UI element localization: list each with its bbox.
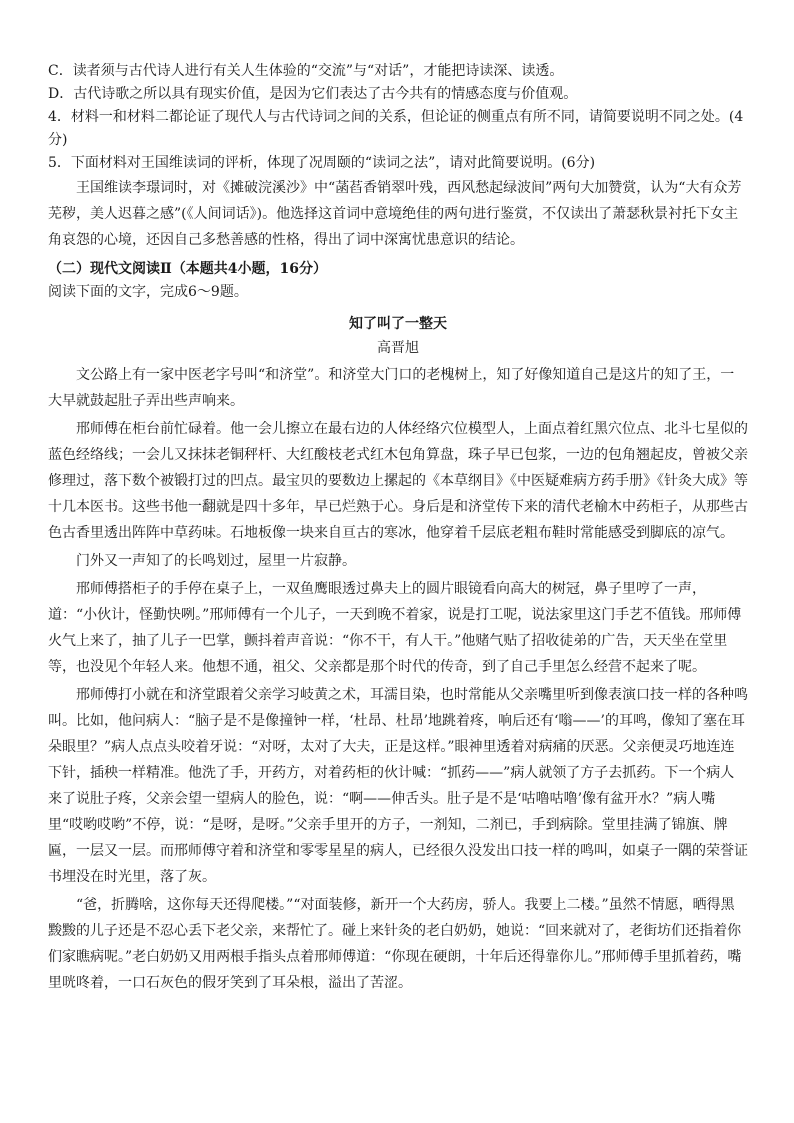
option-d: D．古代诗歌之所以具有现实价值，是因为它们表达了古今共有的情感态度与价值观。 (48, 86, 578, 102)
article-paragraph: 邢师傅打小就在和济堂跟着父亲学习岐黄之术，耳濡目染，也时常能从父亲嘴里听到像表演口技一样的各种鸣叫。比如，他问病人：“脑子是不是像撞钟一样，‘杜昂、杜昂’地跳着疼，响后还有‘嗡——’的耳鸣，像知了塞在耳朵眼里？”病人点点头咬着牙说：“对呀，太对了大夫，正是这样。”眼神里透着对病痛的厌恶。父亲便灵巧地连连下针，插秧一样精准。他洗了手，开药方，对着药柜的伙计喊：“抓药——”病人就领了方子去抓药。下一个病人来了说肚子疼，父亲会望一望病人的脸色，说：“啊——伸舌头。肚子是不是‘咕噜咕噜’像有盆开水？”病人嘴里“哎哟哎哟”不停，说：“是呀，是呀。”父亲手里开的方子，一剂知，二剂已，手到病除。堂里挂满了锦旗、牌匾，一层又一层。而邢师傅守着和济堂和零零星星的病人，已经很久没发出口技一样的鸣叫，如桌子一隅的荣誉证书埋没在时光里，落了灰。 (48, 687, 748, 885)
article-author: 高晋旭 (377, 340, 419, 356)
article-title: 知了叫了一整天 (349, 316, 447, 332)
article-paragraph: 文公路上有一家中医老字号叫“和济堂”。和济堂大门口的老槐树上，知了好像知道自己是这片的知了王，一大早就鼓起肚子弄出些声响来。 (48, 367, 735, 409)
article-paragraph: 邢师傅在柜台前忙碌着。他一会儿擦立在最右边的人体经络穴位模型人，上面点着红黑穴位点、北斗七星似的蓝色经络线；一会儿又抹抹老铜秤杆、大红酸枝老式红木包角算盘，珠子早已包浆，一边的包角翘起皮，曾被父亲修理过，落下数个被锻打过的凹点。最宝贝的要数边上摞起的《本草纲目》《中医疑难病方药手册》《针灸大成》等十几本医书。这些书他一翻就是四十多年，早已烂熟于心。身后是和济堂传下来的清代老榆木中药柜子，从那些古色古香里透出阵阵中草药味。石地板像一块来自亘古的寒冰，他穿着千层底老粗布鞋时常能感受到脚底的凉气。 (48, 421, 748, 541)
option-c: C．读者须与古代诗人进行有关人生体验的“交流”与“对话”，才能把诗读深、读透。 (48, 63, 564, 79)
article-paragraph: “爸，折腾啥，这你每天还得爬楼。”“对面装修，新开一个大药房，骄人。我要上二楼。”虽然不情愿，晒得黑黢黢的儿子还是不忍心丢下老父亲，来帮忙了。碰上来针灸的老白奶奶，她说：“回来就对了，老街坊们还指着你们家瞧病呢。”老白奶奶又用两根手指头点着邢师傅道：“你现在硬朗，十年后还得靠你儿。”邢师傅手里抓着药，嘴里咣咚着，一口石灰色的假牙笑到了耳朵根，溢出了苦涩。 (48, 897, 742, 991)
section-heading: （二）现代文阅读Ⅱ（本题共4小题，16分） (48, 261, 328, 277)
question-4: 4．材料一和材料二都论证了现代人与古代诗词之间的关系，但论证的侧重点有所不同，请简要说明不同之处。(4分) (48, 109, 744, 148)
document-content (48, 60, 748, 998)
quote-material: 王国维读李璟词时，对《摊破浣溪沙》中“菡萏香销翠叶残，西风愁起绿波间”两句大加赞赏，认为“大有众芳芜秽，美人迟暮之感”(《人间词话》)。他选择这首词中意境绝佳的两句进行鉴赏，不仅读出了萧瑟秋景衬托下女主角哀怨的心境，还因自己多愁善感的性格，得出了词中深寓忧患意识的结论。 (48, 180, 742, 248)
section-instruction: 阅读下面的文字，完成6～9题。 (48, 284, 248, 300)
article-paragraph: 门外又一声知了的长鸣划过，屋里一片寂静。 (76, 553, 356, 569)
article-paragraph: 邢师傅搭柜子的手停在桌子上，一双鱼鹰眼透过鼻夫上的圆片眼镜看向高大的树冠，鼻子里哼了一声，道：“小伙计，怪勤快咧。”邢师傅有一个儿子，一天到晚不着家，说是打工呢，说法家里这门手艺不值钱。邢师傅火气上来了，抽了儿子一巴掌，颤抖着声音说：“你不干，有人干。”他赌气贴了招收徒弟的广告，天天坐在堂里等，也没见个年轻人来。他想不通，祖父、父亲都是那个时代的传奇，到了自己手里怎么经营不起来了呢。 (48, 581, 742, 675)
question-5: 5．下面材料对王国维读词的评析，体现了况周颐的“读词之法”，请对此简要说明。(6分) (48, 155, 596, 171)
